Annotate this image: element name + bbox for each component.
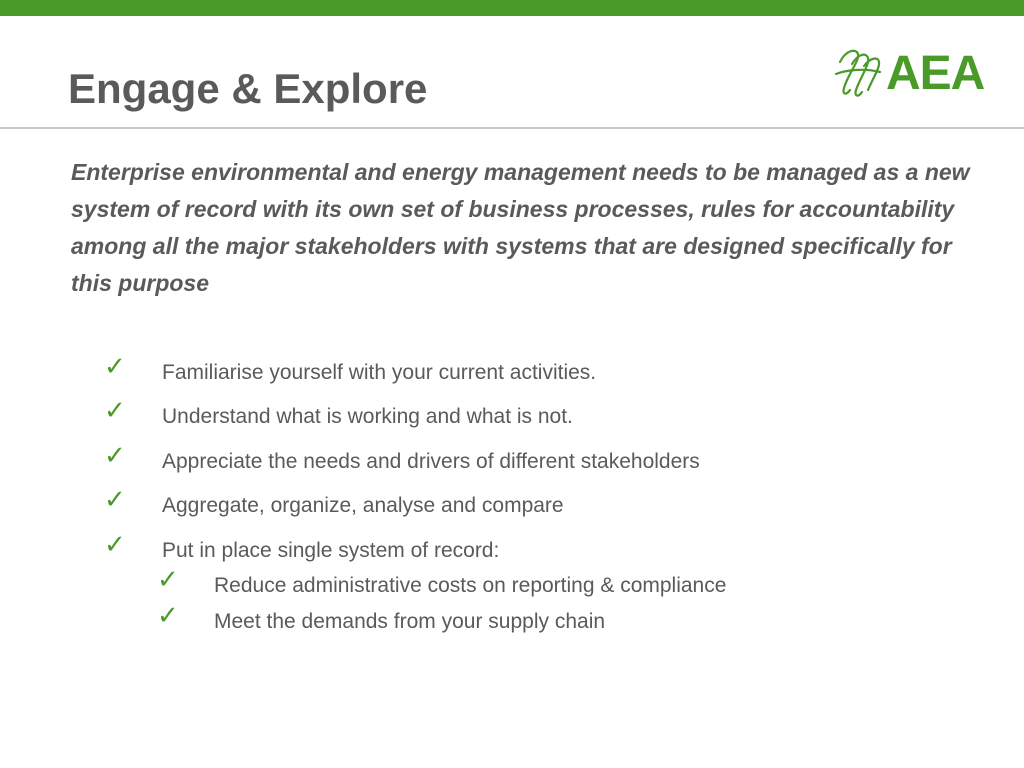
- checkmark-icon: ✓: [157, 565, 179, 595]
- checkmark-icon: ✓: [104, 485, 126, 515]
- sub-bullet-item: [157, 565, 957, 601]
- bullet-item: [104, 485, 904, 521]
- bullet-text: Put in place single system of record:: [162, 539, 500, 562]
- checkmark-icon: ✓: [104, 352, 126, 382]
- bullet-text: Familiarise yourself with your current activities.: [162, 361, 597, 384]
- checkmark-icon: ✓: [104, 396, 126, 426]
- sub-bullet-item: [157, 601, 957, 637]
- sub-bullet-text: Reduce administrative costs on reporting & compliance: [214, 574, 727, 597]
- checkmark-icon: ✓: [157, 601, 179, 631]
- bullet-text: Aggregate, organize, analyse and compare: [162, 494, 564, 517]
- sub-bullet-text: Meet the demands from your supply chain: [214, 610, 606, 633]
- bullet-item: [104, 352, 904, 388]
- bullet-item: [104, 530, 904, 566]
- logo-text: AEA: [886, 47, 985, 100]
- bullet-item: [104, 441, 904, 477]
- bullet-text: Appreciate the needs and drivers of different stakeholders: [162, 450, 700, 473]
- slide-title: Engage & Explore: [68, 65, 428, 112]
- lead-paragraph: Enterprise environmental and energy management needs to be managed as a new system of record with its own set of business processes, rules for accountability among all the major stakeholders with systems that are designed specifically for this purpose: [71, 159, 970, 296]
- checkmark-icon: ✓: [104, 441, 126, 471]
- checkmark-icon: ✓: [104, 530, 126, 560]
- bullet-item: [104, 396, 904, 432]
- bullet-text: Understand what is working and what is not.: [162, 405, 573, 428]
